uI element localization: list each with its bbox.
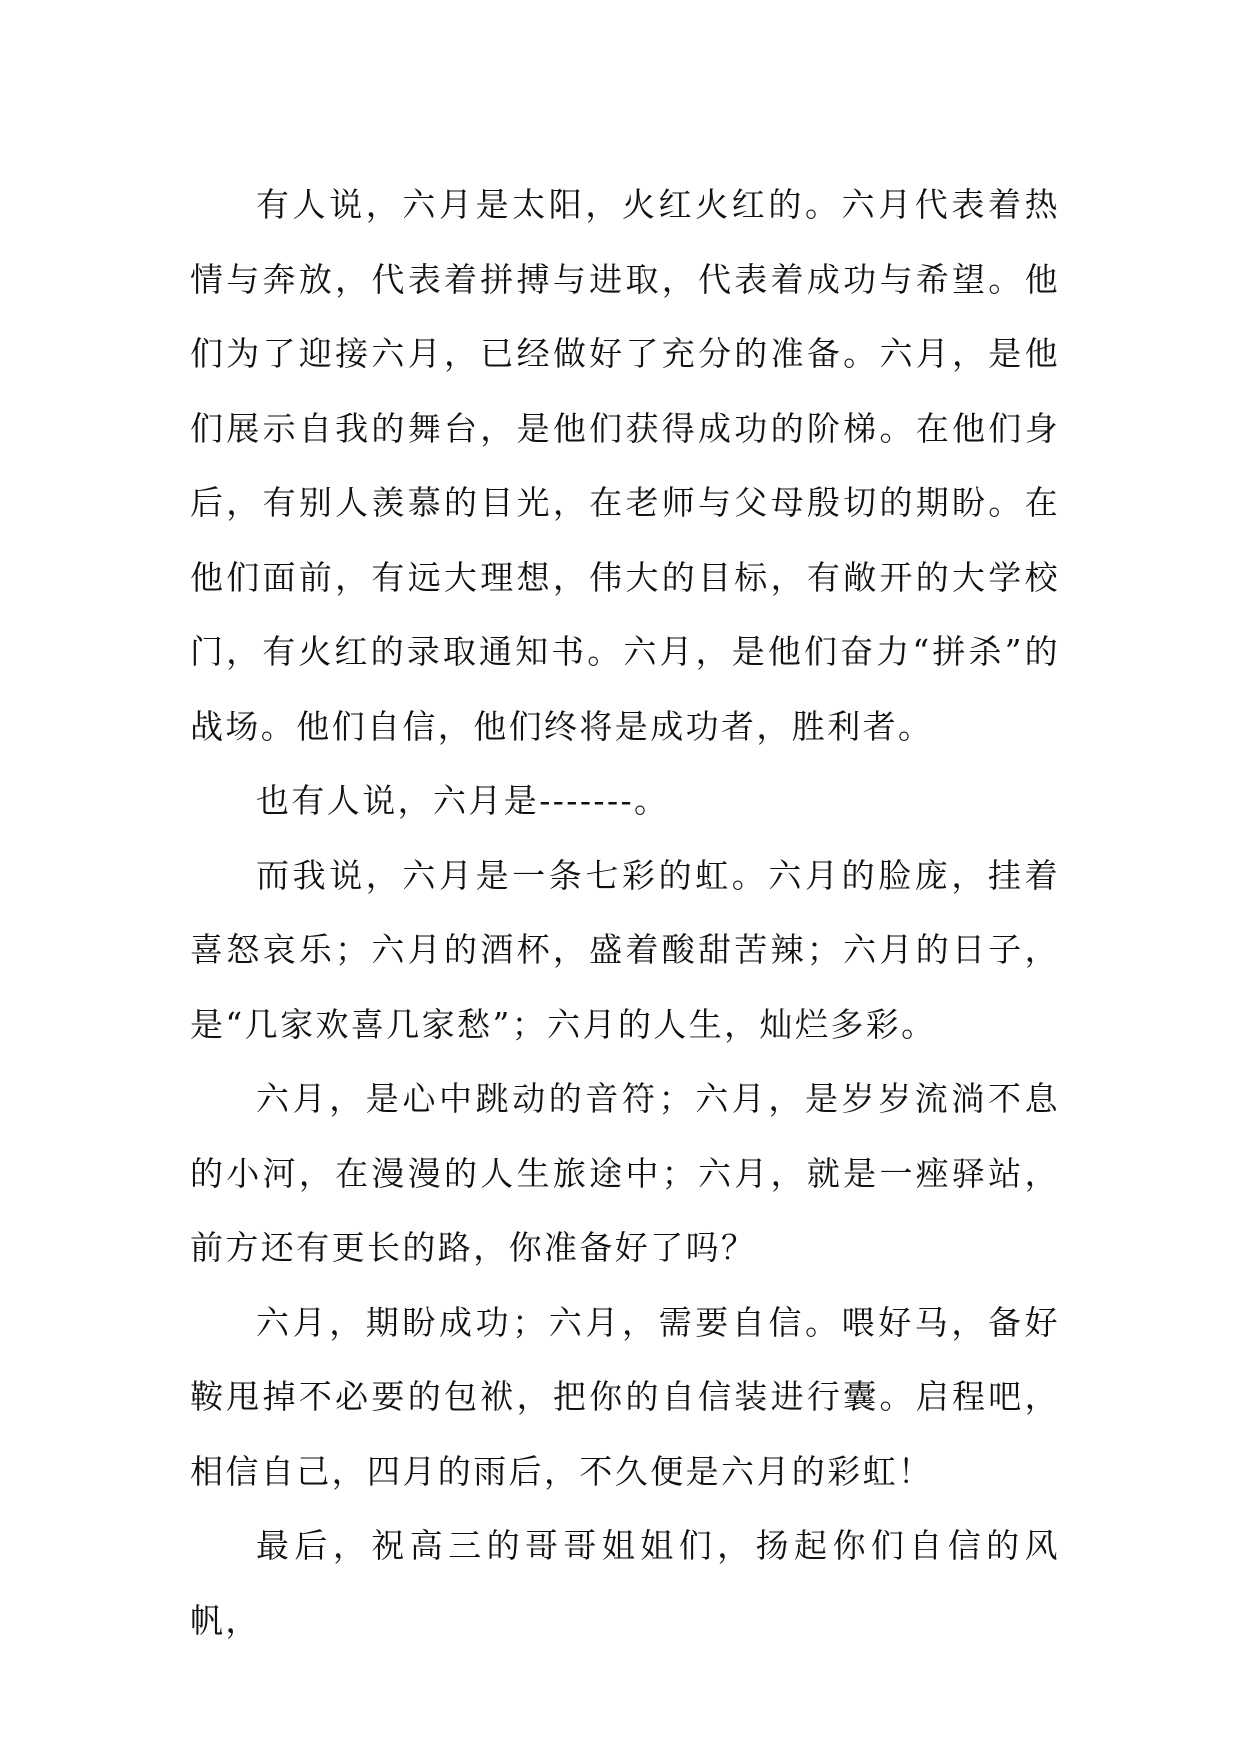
paragraph-2: 也有人说，六月是-------。 <box>256 781 670 820</box>
paragraph-5: 六月，期盼成功；六月，需要自信。喂好马，备好鞍甩掉不必要的包袱，把你的自信装进行囊。启程吧，相信自己，四月的雨后，不久便是六月的彩虹！ <box>190 1302 1060 1491</box>
paragraph-6: 最后，祝高三的哥哥姐姐们，扬起你们自信的风帆， <box>190 1526 1060 1640</box>
document-body <box>190 168 1060 1658</box>
paragraph-4: 六月，是心中跳动的音符；六月，是岁岁流淌不息的小河，在漫漫的人生旅途中；六月，就是一痤驿站，前方还有更长的路，你准备好了吗？ <box>190 1079 1060 1267</box>
paragraph-3: 而我说，六月是一条七彩的虹。六月的脸庞，挂着喜怒哀乐；六月的酒杯，盛着酸甜苦辣；六月的日子，是“几家欢喜几家愁”；六月的人生，灿烂多彩。 <box>190 855 1060 1044</box>
paragraph-1: 有人说，六月是太阳，火红火红的。六月代表着热情与奔放，代表着拼搏与进取，代表着成功与希望。他们为了迎接六月，已经做好了充分的准备。六月，是他们展示自我的舞台，是他们获得成功的阶梯。在他们身后，有别人羡慕的目光，在老师与父母殷切的期盼。在他们面前，有远大理想，伟大的目标，有敞开的大学校门，有火红的录取通知书。六月，是他们奋力“拼杀”的战场。他们自信，他们终将是成功者，胜利者。 <box>190 185 1060 746</box>
